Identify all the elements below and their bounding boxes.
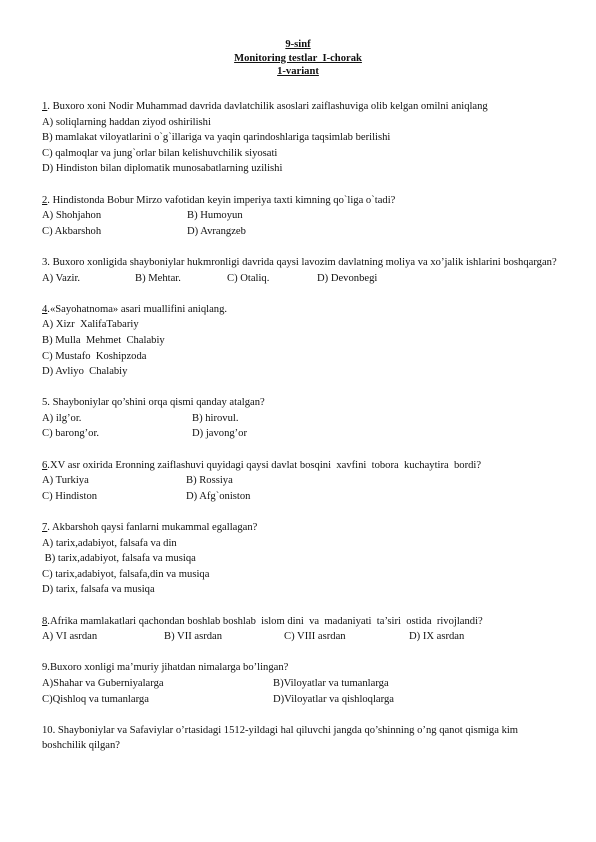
answer-option: C) Akbarshoh — [42, 225, 102, 237]
answer-row — [42, 692, 562, 708]
question-text — [42, 255, 562, 271]
answer-option: B) tarix,adabiyot, falsafa va musiqa — [42, 553, 196, 565]
question-text — [42, 520, 562, 536]
answer-option: C) Otaliq. — [227, 272, 270, 284]
answer-option: C)Qishloq va tumanlarga — [42, 693, 149, 705]
question-number: 2 — [42, 194, 48, 206]
answer-option: D) Afg`oniston — [186, 490, 251, 502]
question-block — [42, 614, 562, 645]
question-text — [42, 395, 562, 411]
answer-option: A) soliqlarning haddan ziyod oshirilishi — [42, 116, 211, 128]
answer-option: C) qalmoqlar va jung`orlar bilan kelishuvchilik siyosati — [42, 147, 278, 159]
question-number: 10 — [42, 724, 53, 736]
question-prompt: . Akbarshoh qaysi fanlarni mukammal egallagan? — [47, 522, 258, 534]
answer-option: D) javong’or — [192, 428, 248, 440]
answer-row — [42, 426, 562, 442]
answer-option: B) mamlakat viloyatlarini o`g`illariga va yaqin qarindoshlariga taqsimlab berilishi — [42, 132, 391, 144]
question-block — [42, 660, 562, 707]
answer-row — [42, 208, 562, 224]
answer-option: D) IX asrdan — [409, 631, 465, 643]
question-prompt: .Afrika mamlakatlari qachondan boshlab boshlab islom dini va madaniyati ta’siri ostida rivojlandi? — [47, 615, 483, 627]
answer-option: B) Rossiya — [186, 475, 233, 487]
answer-row — [42, 271, 562, 287]
question-block — [42, 395, 562, 442]
answer-option: C) VIII asrdan — [284, 631, 346, 643]
question-block — [42, 255, 562, 286]
answer-option: B) hirovul. — [192, 412, 239, 424]
question-prompt: . Hindistonda Bobur Mirzo vafotidan keyin imperiya taxti kimning qo`liga o`tadi? — [47, 194, 396, 206]
answer-option: C) Hindiston — [42, 490, 98, 502]
question-text — [42, 614, 562, 630]
question-text — [42, 193, 562, 209]
question-number: 9 — [42, 662, 48, 674]
question-number: 1 — [42, 101, 48, 112]
answer-option: B) Humoyun — [187, 210, 243, 222]
question-number: 5 — [42, 397, 48, 409]
grade-title: 9-sinf — [285, 39, 311, 50]
question-list — [42, 99, 562, 770]
question-block — [42, 99, 562, 177]
answer-row — [42, 489, 562, 505]
answer-option: B) Mulla Mehmet Chalabiy — [42, 334, 165, 346]
question-prompt: .Buxoro xonligi ma’muriy jihatdan nimalarga bo’lingan? — [47, 662, 289, 674]
answer-row — [42, 629, 562, 645]
question-number: 4 — [42, 303, 48, 315]
answer-option: B) VII asrdan — [164, 631, 223, 643]
answer-option: B) Mehtar. — [135, 272, 181, 284]
answer-option: A) Turkiya — [42, 475, 89, 487]
question-text — [42, 660, 562, 676]
question-prompt: . Buxoro xonligida shayboniylar hukmronligi davrida qaysi lavozim davlatning moliya va xo’jalik ishlarini boshqargan? — [47, 256, 557, 268]
answer-option: D) Avliyo Chalabiy — [42, 366, 128, 378]
question-number: 3 — [42, 256, 48, 268]
question-number: 7 — [42, 522, 48, 534]
answer-option: D) tarix, falsafa va musiqa — [42, 584, 155, 596]
answer-option: C) barong’or. — [42, 428, 100, 440]
answer-option: C) tarix,adabiyot, falsafa,din va musiqa — [42, 568, 210, 580]
answer-row — [42, 676, 562, 692]
question-block — [42, 302, 562, 380]
question-block — [42, 458, 562, 505]
question-text — [42, 99, 562, 115]
answer-option: A)Shahar va Guberniyalarga — [42, 677, 164, 689]
test-title: Monitoring testlar I-chorak — [234, 52, 362, 64]
answer-option: C) Mustafo Koshipzoda — [42, 350, 147, 362]
variant-title: 1-variant — [277, 66, 319, 77]
answer-row — [42, 473, 562, 489]
question-block — [42, 193, 562, 240]
answer-option: A) tarix,adabiyot, falsafa va din — [42, 537, 177, 549]
answer-option: D) Hindiston bilan diplomatik munosabatlarning uzilishi — [42, 163, 283, 175]
answer-row — [42, 411, 562, 427]
question-text — [42, 723, 562, 754]
question-number: 6 — [42, 459, 48, 471]
question-prompt: .XV asr oxirida Eronning zaiflashuvi quyidagi qaysi davlat bosqini xavfini tobora kuchaytira bordi? — [47, 459, 482, 471]
answer-option: A) Vazir. — [42, 272, 81, 284]
answer-option: D)Viloyatlar va qishloqlarga — [273, 693, 394, 705]
question-number: 8 — [42, 615, 48, 627]
question-block — [42, 520, 562, 598]
answer-row — [42, 224, 562, 240]
question-block — [42, 723, 562, 754]
answer-option: D) Avrangzeb — [187, 225, 246, 237]
answer-option: D) Devonbegi — [317, 272, 378, 284]
question-prompt: .«Sayohatnoma» asari muallifini aniqlang. — [47, 303, 228, 315]
question-text — [42, 302, 562, 318]
document-header — [0, 38, 596, 79]
answer-option: B)Viloyatlar va tumanlarga — [273, 677, 389, 689]
answer-option: A) Xizr XalifaTabariy — [42, 319, 139, 331]
question-prompt: . Shayboniylar va Safaviylar o’rtasidagi 1512-yildagi hal qiluvchi jangda qo’shinning o’ng qanot qismiga kim boshchilik qilgan? — [42, 724, 521, 752]
answer-option: A) ilg’or. — [42, 412, 82, 424]
answer-option: A) VI asrdan — [42, 631, 98, 643]
question-prompt: . Buxoro xoni Nodir Muhammad davrida davlatchilik asoslari zaiflashuviga olib kelgan omilni aniqlang — [47, 101, 488, 112]
question-prompt: . Shayboniylar qo’shini orqa qismi qanday atalgan? — [47, 397, 265, 409]
question-text — [42, 458, 562, 474]
answer-option: A) Shohjahon — [42, 210, 102, 222]
